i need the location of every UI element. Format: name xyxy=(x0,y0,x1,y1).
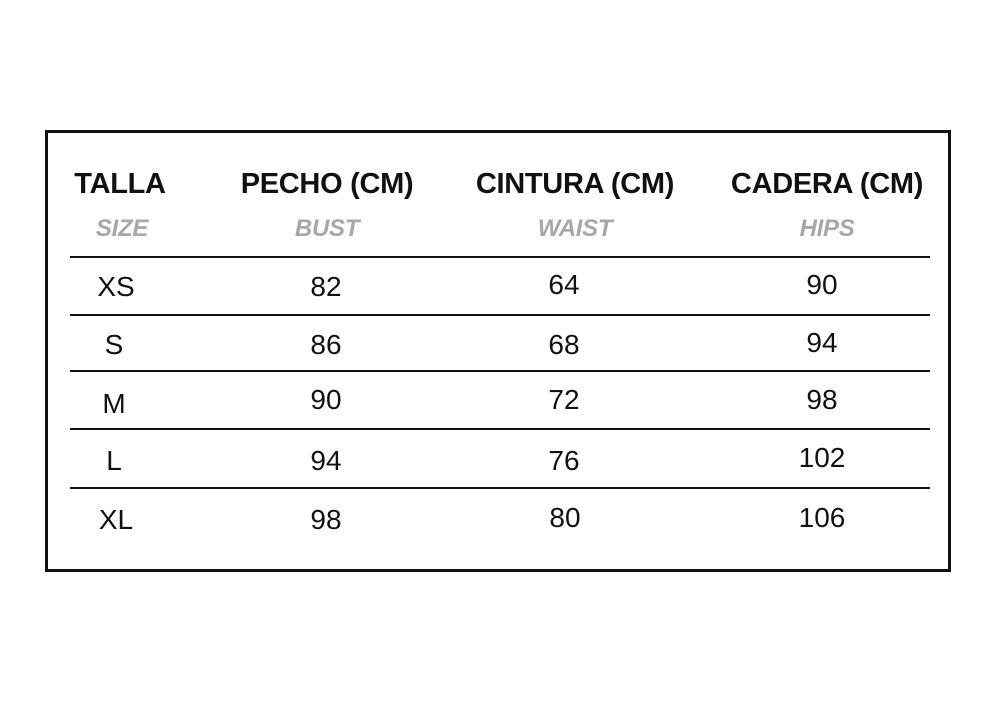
header-cadera: CADERA (CM) xyxy=(730,168,924,200)
row-divider xyxy=(70,314,930,316)
subheader-hips: HIPS xyxy=(799,215,855,242)
cell-size-m: M xyxy=(102,388,126,419)
header-pecho: PECHO (CM) xyxy=(240,168,414,200)
cell-hips-xs: 90 xyxy=(806,269,838,300)
cell-size-xs: XS xyxy=(97,271,135,302)
cell-hips-s: 94 xyxy=(806,327,838,358)
cell-hips-l: 102 xyxy=(798,442,846,473)
header-cintura: CINTURA (CM) xyxy=(475,168,675,200)
row-divider xyxy=(70,487,930,489)
cell-hips-xl: 106 xyxy=(798,502,846,533)
header-talla: TALLA xyxy=(74,168,166,200)
cell-bust-m: 90 xyxy=(310,384,342,415)
row-divider xyxy=(70,256,930,258)
cell-bust-xl: 98 xyxy=(310,504,342,535)
subheader-bust: BUST xyxy=(294,215,360,242)
cell-size-xl: XL xyxy=(98,504,134,535)
row-divider xyxy=(70,370,930,372)
subheader-waist: WAIST xyxy=(537,215,613,242)
cell-waist-xl: 80 xyxy=(549,502,581,533)
cell-waist-m: 72 xyxy=(548,384,580,415)
cell-waist-s: 68 xyxy=(548,329,580,360)
cell-bust-xs: 82 xyxy=(310,271,342,302)
cell-hips-m: 98 xyxy=(806,384,838,415)
row-divider xyxy=(70,428,930,430)
subheader-size: SIZE xyxy=(95,215,149,242)
cell-waist-l: 76 xyxy=(548,445,580,476)
cell-waist-xs: 64 xyxy=(548,269,580,300)
cell-size-s: S xyxy=(104,329,124,360)
cell-size-l: L xyxy=(106,445,122,476)
cell-bust-s: 86 xyxy=(310,329,342,360)
cell-bust-l: 94 xyxy=(310,445,342,476)
